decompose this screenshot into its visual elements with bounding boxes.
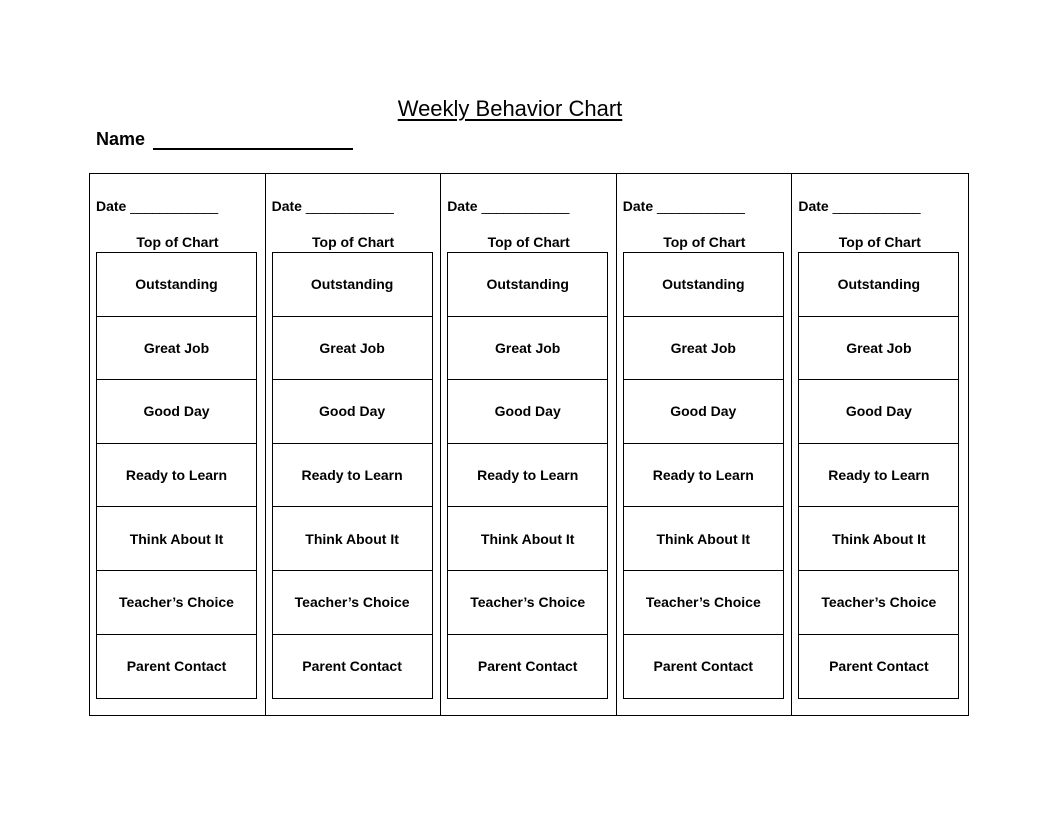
behavior-level-cell[interactable]: Teacher’s Choice xyxy=(273,571,432,635)
date-field[interactable] xyxy=(447,198,569,214)
behavior-levels xyxy=(623,252,784,699)
date-label: Date xyxy=(622,198,654,214)
behavior-level-cell[interactable]: Outstanding xyxy=(799,253,958,317)
behavior-levels xyxy=(798,252,959,699)
behavior-level-cell[interactable]: Think About It xyxy=(273,507,432,571)
behavior-level-cell[interactable]: Parent Contact xyxy=(126,658,227,675)
top-of-chart-label: Top of Chart xyxy=(136,234,219,250)
behavior-level-cell[interactable]: Outstanding xyxy=(273,253,432,317)
behavior-level-cell[interactable]: Outstanding xyxy=(624,253,783,317)
behavior-level-cell[interactable]: Great Job xyxy=(273,317,432,381)
top-of-chart-label: Top of Chart xyxy=(487,234,570,250)
behavior-level-cell[interactable]: Think About It xyxy=(448,507,607,571)
behavior-level-cell[interactable]: Think About It xyxy=(97,507,256,571)
behavior-level-cell[interactable]: Ready to Learn xyxy=(97,444,256,508)
day-column xyxy=(617,174,793,715)
date-blank-line: ____________ xyxy=(130,198,218,214)
behavior-level-cell[interactable]: Great Job xyxy=(97,317,256,381)
behavior-level-cell[interactable]: Great Job xyxy=(624,317,783,381)
date-label: Date xyxy=(798,198,829,214)
date-field[interactable] xyxy=(798,198,920,214)
behavior-level-cell[interactable]: Teacher’s Choice xyxy=(624,571,783,635)
day-column xyxy=(266,174,442,715)
behavior-levels xyxy=(96,252,257,699)
behavior-level-cell[interactable]: Good Day xyxy=(624,380,783,444)
date-label: Date xyxy=(96,198,127,214)
behavior-level-cell[interactable]: Outstanding xyxy=(448,253,607,317)
behavior-chart-grid xyxy=(89,173,969,716)
name-label: Name xyxy=(96,129,146,149)
behavior-level-cell[interactable]: Teacher’s Choice xyxy=(799,571,958,635)
top-of-chart-label: Top of Chart xyxy=(838,234,921,250)
date-blank-line: ____________ xyxy=(832,198,921,214)
day-column xyxy=(792,174,968,715)
behavior-level-cell[interactable]: Good Day xyxy=(448,380,607,444)
name-field xyxy=(96,129,353,150)
behavior-level-cell[interactable]: Parent Contact xyxy=(477,658,578,675)
day-column xyxy=(90,174,266,715)
behavior-level-cell[interactable]: Teacher’s Choice xyxy=(448,571,607,635)
date-blank-line: ____________ xyxy=(481,198,569,214)
behavior-level-cell[interactable]: Ready to Learn xyxy=(799,444,958,508)
behavior-level-cell[interactable]: Great Job xyxy=(448,317,607,381)
behavior-level-cell[interactable]: Parent Contact xyxy=(653,658,754,675)
behavior-level-cell[interactable]: Outstanding xyxy=(97,253,256,317)
date-field[interactable] xyxy=(272,198,394,214)
behavior-levels xyxy=(447,252,608,699)
behavior-level-cell[interactable]: Parent Contact xyxy=(829,658,929,675)
date-blank-line: ____________ xyxy=(657,198,745,214)
behavior-level-cell[interactable]: Think About It xyxy=(799,507,958,571)
date-field[interactable] xyxy=(96,198,218,214)
date-label: Date xyxy=(271,198,302,214)
name-blank-line[interactable] xyxy=(153,130,353,150)
date-blank-line: ____________ xyxy=(305,198,394,214)
behavior-level-cell[interactable]: Parent Contact xyxy=(302,658,402,675)
behavior-level-cell[interactable]: Teacher’s Choice xyxy=(97,571,256,635)
behavior-level-cell[interactable]: Ready to Learn xyxy=(624,444,783,508)
behavior-level-cell[interactable]: Ready to Learn xyxy=(448,444,607,508)
page-title: Weekly Behavior Chart xyxy=(397,96,623,121)
behavior-level-cell[interactable]: Great Job xyxy=(799,317,958,381)
behavior-level-cell[interactable]: Good Day xyxy=(799,380,958,444)
top-of-chart-label: Top of Chart xyxy=(312,234,395,250)
top-of-chart-label: Top of Chart xyxy=(663,234,746,250)
date-label: Date xyxy=(447,198,478,214)
behavior-level-cell[interactable]: Good Day xyxy=(97,380,256,444)
behavior-levels xyxy=(272,252,433,699)
behavior-level-cell[interactable]: Ready to Learn xyxy=(273,444,432,508)
day-column xyxy=(441,174,617,715)
date-field[interactable] xyxy=(623,198,745,214)
behavior-level-cell[interactable]: Think About It xyxy=(624,507,783,571)
behavior-level-cell[interactable]: Good Day xyxy=(273,380,432,444)
